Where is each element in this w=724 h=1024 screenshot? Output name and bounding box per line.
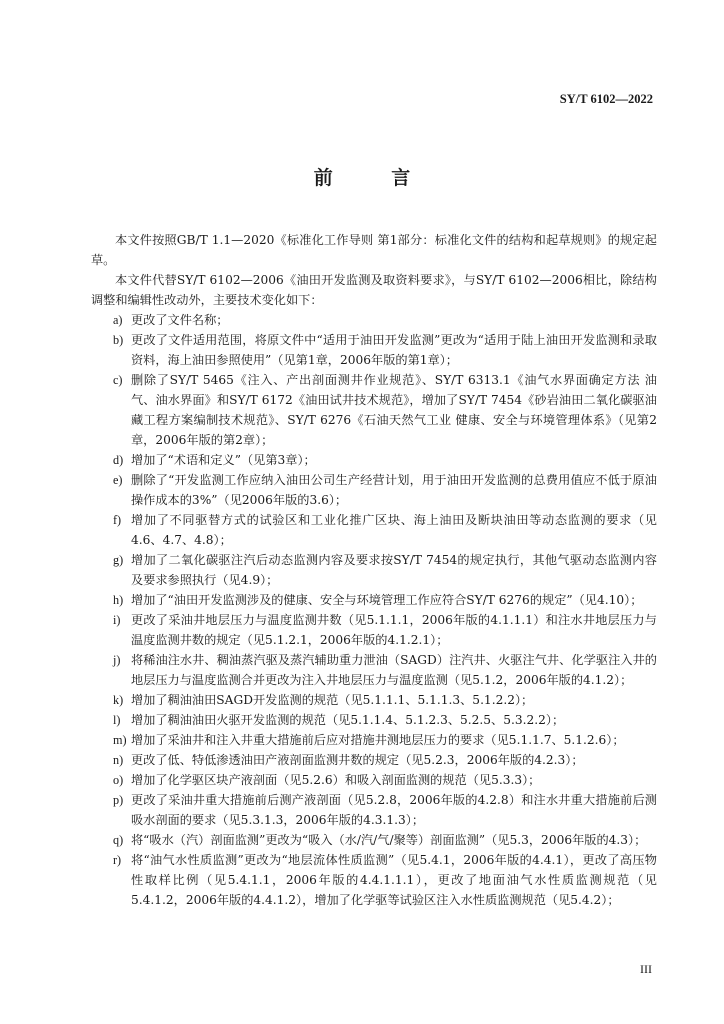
list-item-text: 增加了不同驱替方式的试验区和工业化推广区块、海上油田及断块油田等动态监测的要求（见4.6、4.7、4.8）； bbox=[131, 513, 657, 547]
list-item-text: 删除了SY/T 5465《注入、产出剖面测井作业规范》、SY/T 6313.1《油气水界面确定方法 油气、油水界面》和SY/T 6172《油田试井技术规范》，增加了SY/T 7454《砂岩油田二氧化碳驱油藏工程方案编制技术规范》、SY/T 6276《石油天然气工业 健康、安全与环境管理体系》（见第2章，2006年版的第2章）； bbox=[131, 373, 657, 447]
list-item-marker: q) bbox=[113, 833, 124, 847]
list-item-text: 增加了“术语和定义”（见第3章）； bbox=[131, 453, 316, 467]
list-item-marker: m) bbox=[113, 733, 127, 747]
list-item-text: 将“吸水（汽）剖面监测”更改为“吸入（水/汽/气/聚等）剖面监测”（见5.3，2006年版的4.3）； bbox=[131, 833, 647, 847]
list-item-marker: c) bbox=[113, 373, 123, 387]
list-item-text: 将“油气水性质监测”更改为“地层流体性质监测”（见5.4.1，2006年版的4.4.1），更改了高压物性取样比例（见5.4.1.1，2006年版的4.4.1.1.1），更改了地面油气水性质监测规范（见5.4.1.2，2006年版的4.4.1.2），增加了化学驱等试验区注入水性质监测规范（见5.4.2）； bbox=[131, 853, 657, 907]
list-item-text: 增加了稠油油田火驱开发监测的规范（见5.1.1.4、5.1.2.3、5.2.5、5.3.2.2）； bbox=[131, 713, 565, 727]
list-item bbox=[91, 710, 657, 730]
list-item-text: 增加了稠油油田SAGD开发监测的规范（见5.1.1.1、5.1.1.3、5.1.2.2）； bbox=[131, 693, 534, 707]
list-item bbox=[91, 550, 657, 590]
list-item-text: 更改了采油井重大措施前后测产液剖面（见5.2.8，2006年版的4.2.8）和注水井重大措施前后测吸水剖面的要求（见5.3.1.3，2006年版的4.3.1.3）； bbox=[131, 793, 657, 827]
list-item-marker: p) bbox=[113, 793, 124, 807]
list-item-marker: b) bbox=[113, 333, 124, 347]
list-item-text: 更改了低、特低渗透油田产液剖面监测井数的规定（见5.2.3，2006年版的4.2.3）； bbox=[131, 753, 584, 767]
list-item-marker: e) bbox=[113, 473, 123, 487]
intro-paragraph-1: 本文件按照GB/T 1.1—2020《标准化工作导则 第1部分：标准化文件的结构和起草规则》的规定起草。 bbox=[91, 233, 657, 267]
list-item-marker: f) bbox=[113, 513, 122, 527]
list-item-marker: n) bbox=[113, 753, 124, 767]
list-item bbox=[91, 330, 657, 370]
list-item-marker: i) bbox=[113, 613, 121, 627]
list-item-text: 更改了采油井地层压力与温度监测井数（见5.1.1.1，2006年版的4.1.1.1）和注水井地层压力与温度监测井数的规定（见5.1.2.1，2006年版的4.1.2.1）； bbox=[131, 613, 657, 647]
list-item-marker: k) bbox=[113, 693, 124, 707]
list-item bbox=[91, 650, 657, 690]
list-item bbox=[91, 470, 657, 510]
list-item bbox=[91, 610, 657, 650]
intro-paragraph-2: 本文件代替SY/T 6102—2006《油田开发监测及取资料要求》，与SY/T 6102—2006相比，除结构调整和编辑性改动外，主要技术变化如下： bbox=[91, 273, 657, 307]
list-item bbox=[91, 830, 657, 850]
list-item bbox=[91, 310, 657, 330]
list-item-marker: g) bbox=[113, 553, 124, 567]
preface-body bbox=[91, 230, 657, 910]
list-item bbox=[91, 450, 657, 470]
list-item-text: 更改了文件名称； bbox=[131, 313, 229, 327]
page-title: 前 言 bbox=[313, 167, 437, 189]
list-item-marker: r) bbox=[113, 853, 122, 867]
list-item-text: 更改了文件适用范围，将原文件中“适用于油田开发监测”更改为“适用于陆上油田开发监测和录取资料，海上油田参照使用”（见第1章，2006年版的第1章）； bbox=[131, 333, 657, 367]
list-item bbox=[91, 770, 657, 790]
list-item bbox=[91, 850, 657, 910]
list-item-text: 删除了“开发监测工作应纳入油田公司生产经营计划，用于油田开发监测的总费用值应不低于原油操作成本的3%”（见2006年版的3.6）； bbox=[131, 473, 657, 507]
list-item bbox=[91, 730, 657, 750]
list-item-marker: h) bbox=[113, 593, 124, 607]
list-item-marker: a) bbox=[113, 313, 123, 327]
list-item-marker: o) bbox=[113, 773, 124, 787]
list-item-text: 增加了“油田开发监测涉及的健康、安全与环境管理工作应符合SY/T 6276的规定”（见4.10）； bbox=[131, 593, 643, 607]
changes-list bbox=[91, 310, 657, 910]
list-item-text: 增加了二氧化碳驱注汽后动态监测内容及要求按SY/T 7454的规定执行，其他气驱动态监测内容及要求参照执行（见4.9）； bbox=[131, 553, 657, 587]
list-item bbox=[91, 590, 657, 610]
list-item bbox=[91, 370, 657, 450]
list-item-marker: l) bbox=[113, 713, 121, 727]
page-number: III bbox=[640, 962, 652, 976]
list-item bbox=[91, 690, 657, 710]
list-item-text: 将稀油注水井、稠油蒸汽驱及蒸汽辅助重力泄油（SAGD）注汽井、火驱注气井、化学驱注入井的地层压力与温度监测合并更改为注入井地层压力与温度监测（见5.1.2，2006年版的4.1.2）； bbox=[131, 653, 657, 687]
list-item-text: 增加了采油井和注入井重大措施前后应对措施井测地层压力的要求（见5.1.1.7、5.1.2.6）； bbox=[131, 733, 625, 747]
standard-code: SY/T 6102—2022 bbox=[559, 92, 653, 106]
list-item bbox=[91, 750, 657, 770]
list-item-marker: d) bbox=[113, 453, 124, 467]
list-item-text: 增加了化学驱区块产液剖面（见5.2.6）和吸入剖面监测的规范（见5.3.3）； bbox=[131, 773, 541, 787]
list-item-marker: j) bbox=[113, 653, 121, 667]
list-item bbox=[91, 790, 657, 830]
list-item bbox=[91, 510, 657, 550]
